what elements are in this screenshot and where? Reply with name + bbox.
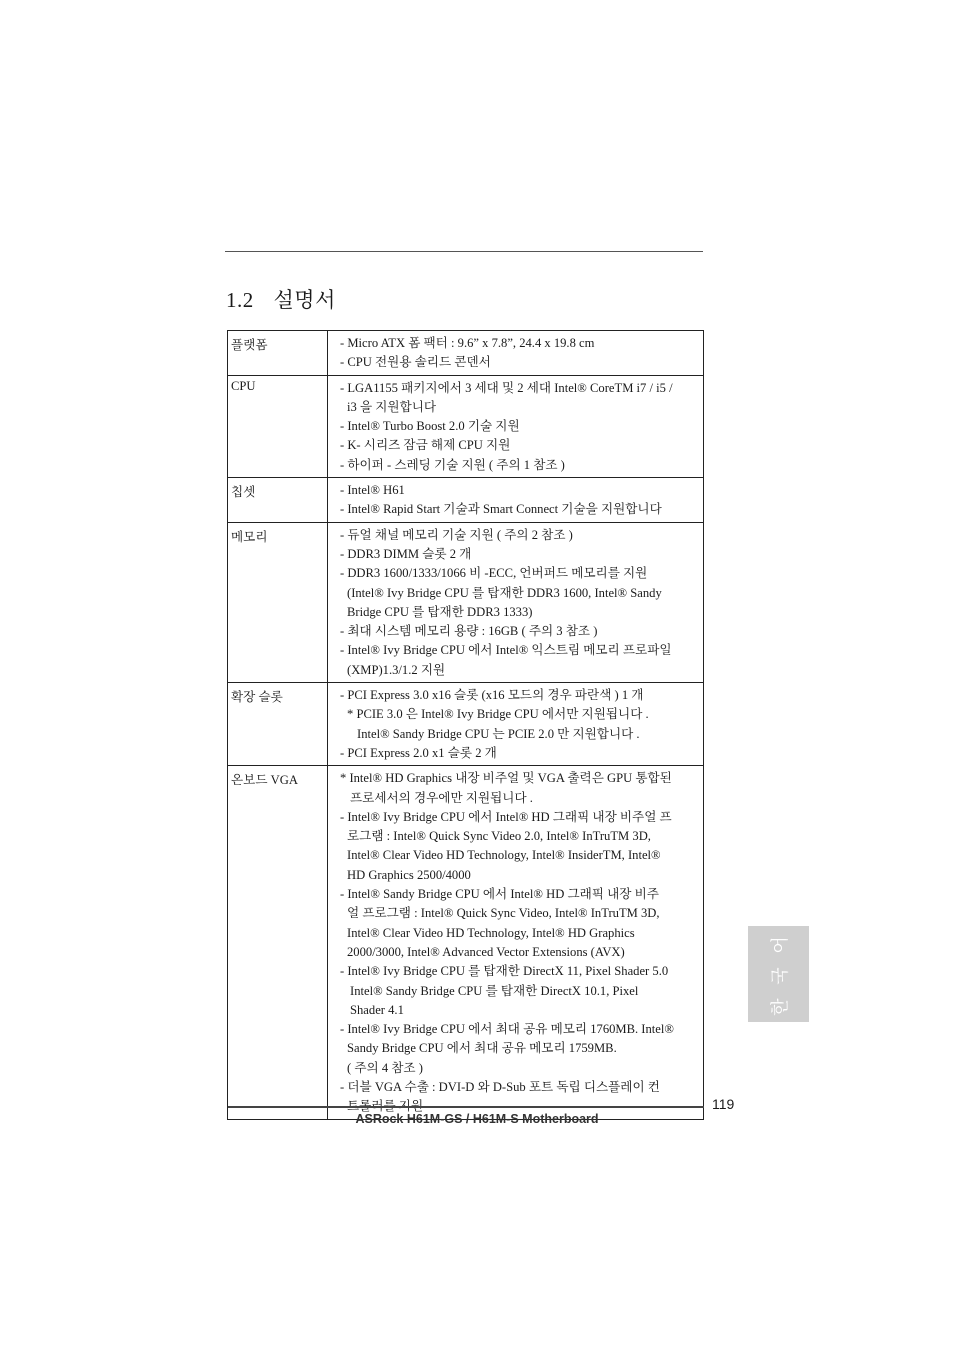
spec-value — [328, 331, 704, 376]
spec-label: CPU — [228, 375, 328, 477]
spec-row — [228, 375, 704, 477]
spec-line: - PCI Express 2.0 x1 슬롯 2 개 — [340, 745, 497, 760]
spec-value — [328, 478, 704, 523]
spec-line: - PCI Express 3.0 x16 슬롯 (x16 모드의 경우 파란색 ) 1 개 — [340, 688, 644, 703]
spec-line: - 듀얼 채널 메모리 기술 지원 ( 주의 2 참조 ) — [340, 527, 573, 542]
spec-line: - Intel® Turbo Boost 2.0 기술 지원 — [340, 419, 520, 434]
spec-table — [227, 330, 704, 1120]
section-heading — [226, 284, 336, 314]
spec-line: i3 을 지원합니다 — [347, 399, 437, 414]
spec-line: Bridge CPU 를 탑재한 DDR3 1333) — [347, 604, 533, 619]
bottom-divider — [228, 1106, 704, 1108]
spec-row — [228, 683, 704, 766]
spec-line: (XMP)1.3/1.2 지원 — [347, 662, 446, 677]
spec-line: - Intel® H61 — [340, 483, 405, 498]
spec-value — [328, 683, 704, 766]
spec-line: - Intel® Ivy Bridge CPU 를 탑재한 DirectX 11, Pixel Shader 5.0 — [340, 964, 669, 979]
spec-line: Sandy Bridge CPU 에서 최대 공유 메모리 1759MB. — [347, 1041, 617, 1056]
spec-line: - Intel® Ivy Bridge CPU 에서 최대 공유 메모리 1760MB. Intel® — [340, 1022, 674, 1037]
spec-row — [228, 331, 704, 376]
spec-line: - DDR3 DIMM 슬롯 2 개 — [340, 546, 472, 561]
spec-line: 2000/3000, Intel® Advanced Vector Extensions (AVX) — [347, 944, 625, 959]
spec-label: 확장 슬롯 — [228, 683, 328, 766]
footer-title: ASRock H61M-GS / H61M-S Motherboard — [355, 1112, 599, 1126]
spec-line: 얼 프로그램 : Intel® Quick Sync Video, Intel® InTruTM 3D, — [347, 906, 660, 921]
spec-line: 트롤러를 지원 — [347, 1099, 424, 1114]
spec-line: - 더블 VGA 수출 : DVI-D 와 D-Sub 포트 독립 디스플레이 컨 — [340, 1079, 660, 1094]
spec-label: 칩셋 — [228, 478, 328, 523]
spec-line: - DDR3 1600/1333/1066 비 -ECC, 언버퍼드 메모리를 지원 — [340, 566, 648, 581]
spec-line: * Intel® HD Graphics 내장 비주얼 및 VGA 출력은 GPU 통합된 — [340, 771, 672, 786]
spec-line: Shader 4.1 — [350, 1002, 404, 1017]
spec-value — [328, 522, 704, 682]
spec-line: ( 주의 4 참조 ) — [347, 1060, 423, 1075]
spec-line: 프로세서의 경우에만 지원됩니다 . — [350, 790, 533, 805]
spec-label: 메모리 — [228, 522, 328, 682]
spec-line: - Micro ATX 폼 팩터 : 9.6” x 7.8”, 24.4 x 19.8 cm — [340, 336, 595, 350]
spec-label: 플랫폼 — [228, 331, 328, 376]
page-number: 119 — [712, 1096, 735, 1112]
spec-line: - CPU 전원용 솔리드 콘덴서 — [340, 355, 491, 370]
spec-line: - Intel® Ivy Bridge CPU 에서 Intel® HD 그래픽 내장 비주얼 프 — [340, 809, 672, 824]
spec-line: - 최대 시스템 메모리 용량 : 16GB ( 주의 3 참조 ) — [340, 624, 598, 639]
spec-line: - Intel® Sandy Bridge CPU 에서 Intel® HD 그래픽 내장 비주 — [340, 887, 659, 902]
spec-row — [228, 522, 704, 682]
spec-line: - Intel® Ivy Bridge CPU 에서 Intel® 익스트림 메모리 프로파일 — [340, 643, 672, 658]
spec-line: - Intel® Rapid Start 기술과 Smart Connect 기술을 지원합니다 — [340, 502, 662, 517]
spec-line: HD Graphics 2500/4000 — [347, 867, 471, 882]
spec-line: (Intel® Ivy Bridge CPU 를 탑재한 DDR3 1600, Intel® Sandy — [347, 585, 662, 600]
language-tab-label: 한 국 어 — [769, 932, 791, 1016]
section-number: 1.2 — [226, 288, 254, 312]
spec-value — [328, 375, 704, 477]
spec-row — [228, 766, 704, 1119]
language-tab — [748, 926, 809, 1022]
spec-line: Intel® Sandy Bridge CPU 는 PCIE 2.0 만 지원합니다 . — [357, 726, 640, 741]
section-title: 설명서 — [273, 288, 336, 312]
spec-value — [328, 766, 704, 1119]
top-divider — [225, 251, 703, 252]
spec-line: - K- 시리즈 잠금 해제 CPU 지원 — [340, 438, 511, 453]
spec-line: Intel® Sandy Bridge CPU 를 탑재한 DirectX 10.1, Pixel — [350, 983, 639, 998]
spec-line: - 하이퍼 - 스레딩 기술 지원 ( 주의 1 참조 ) — [340, 457, 565, 472]
spec-line: - LGA1155 패키지에서 3 세대 및 2 세대 Intel® CoreTM i7 / i5 / — [340, 380, 673, 395]
spec-line: Intel® Clear Video HD Technology, Intel® InsiderTM, Intel® — [347, 848, 661, 863]
spec-line: 로그램 : Intel® Quick Sync Video 2.0, Intel® InTruTM 3D, — [347, 829, 651, 844]
spec-row — [228, 478, 704, 523]
spec-line: * PCIE 3.0 은 Intel® Ivy Bridge CPU 에서만 지원됩니다 . — [347, 707, 649, 722]
spec-label: 온보드 VGA — [228, 766, 328, 1119]
spec-line: Intel® Clear Video HD Technology, Intel® HD Graphics — [347, 925, 635, 940]
